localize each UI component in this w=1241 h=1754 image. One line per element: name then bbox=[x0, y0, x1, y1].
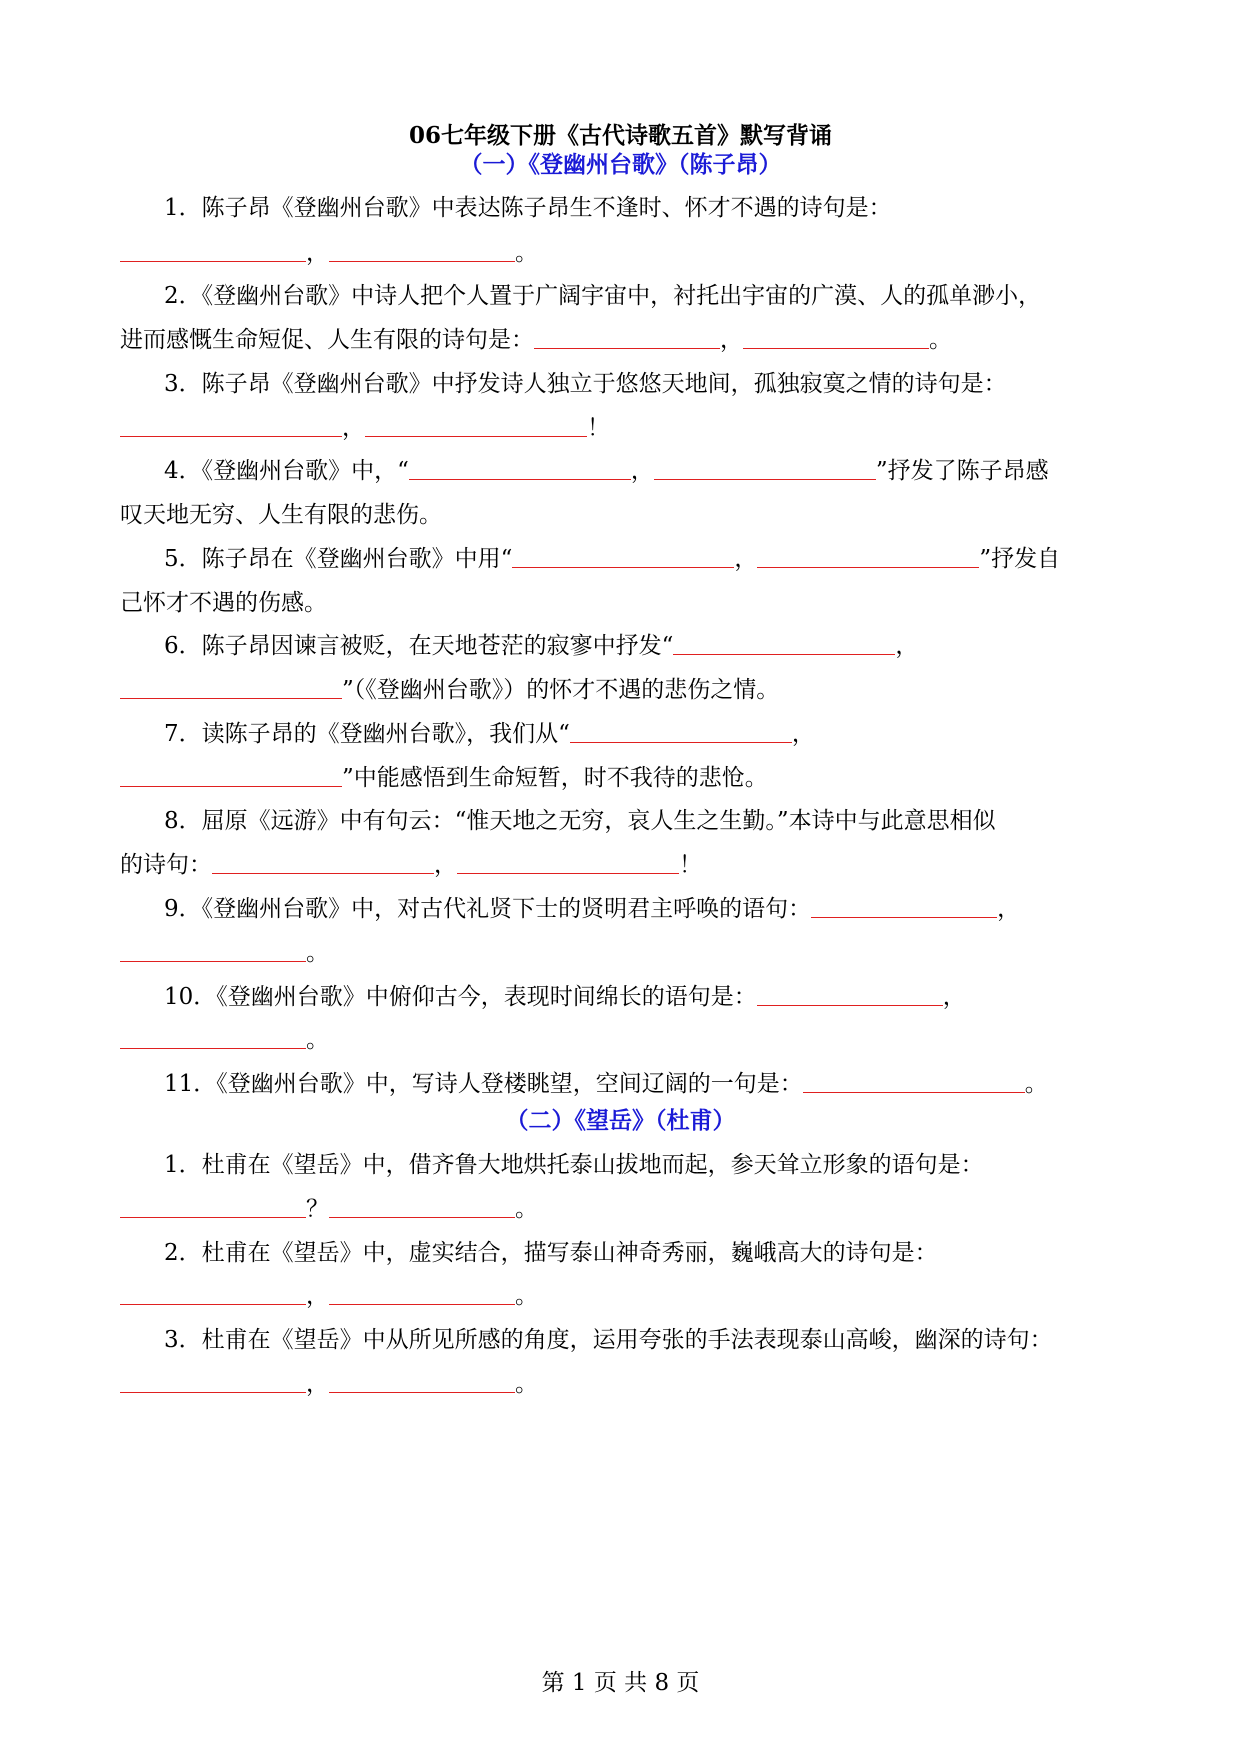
answer-blank[interactable] bbox=[120, 1284, 306, 1305]
answer-blank[interactable] bbox=[512, 547, 734, 568]
question-2-2: 2．杜甫在《望岳》中，虚实结合，描写泰山神奇秀丽，巍峨高大的诗句是： bbox=[164, 1240, 938, 1266]
question-1-8: 8．屈原《远游》中有句云：“惟天地之无穷，哀人生之生勤。”本诗中与此意思相似 bbox=[164, 808, 996, 834]
section-heading-1: （一）《登幽州台歌》（陈子昂） bbox=[459, 151, 782, 178]
answer-blank[interactable] bbox=[570, 722, 792, 743]
answer-blank[interactable] bbox=[120, 941, 306, 962]
answer-blank[interactable] bbox=[803, 1072, 1025, 1093]
answer-blank[interactable] bbox=[120, 416, 342, 437]
answer-blank[interactable] bbox=[654, 459, 876, 480]
question-1-8-cont: 的诗句： ， ！ bbox=[120, 852, 702, 878]
answer-blank[interactable] bbox=[757, 985, 943, 1006]
section-heading-2: （二）《望岳》（杜甫） bbox=[505, 1107, 736, 1134]
question-1-3: 3．陈子昂《登幽州台歌》中抒发诗人独立于悠悠天地间，孤独寂寞之情的诗句是： bbox=[164, 371, 1007, 397]
question-1-9: 9．《登幽州台歌》中，对古代礼贤下士的贤明君主呼唤的语句： ， bbox=[164, 896, 1021, 922]
question-1-6: 6．陈子昂因谏言被贬，在天地苍茫的寂寥中抒发“ ， bbox=[164, 633, 919, 659]
question-1-9-cont: 。 bbox=[120, 935, 1125, 971]
question-1-4-cont: 叹天地无穷、人生有限的悲伤。 bbox=[120, 502, 442, 528]
answer-blank[interactable] bbox=[811, 897, 997, 918]
question-1-2-cont: 进而感慨生命短促、人生有限的诗句是： ， 。 bbox=[120, 327, 952, 353]
question-2-3-answers: ， 。 bbox=[120, 1366, 1125, 1402]
question-1-10: 10．《登幽州台歌》中俯仰古今，表现时间绵长的语句是： ， bbox=[164, 984, 966, 1010]
answer-blank[interactable] bbox=[743, 328, 929, 349]
answer-blank[interactable] bbox=[329, 1284, 515, 1305]
answer-blank[interactable] bbox=[120, 1197, 306, 1218]
question-2-1: 1．杜甫在《望岳》中，借齐鲁大地烘托泰山拔地而起，参天耸立形象的语句是： bbox=[164, 1152, 984, 1178]
question-1-10-cont: 。 bbox=[120, 1022, 1125, 1058]
question-2-1-answers: ？ 。 bbox=[120, 1191, 1125, 1227]
question-2-3: 3．杜甫在《望岳》中从所见所感的角度，运用夸张的手法表现泰山高峻，幽深的诗句： bbox=[164, 1327, 1053, 1353]
question-1-1: 1．陈子昂《登幽州台歌》中表达陈子昂生不逢时、怀才不遇的诗句是： bbox=[164, 195, 892, 221]
question-1-3-answers: ， ！ bbox=[120, 410, 1125, 446]
answer-blank[interactable] bbox=[329, 1372, 515, 1393]
answer-blank[interactable] bbox=[365, 416, 587, 437]
question-1-5-cont: 己怀才不遇的伤感。 bbox=[120, 590, 327, 616]
answer-blank[interactable] bbox=[534, 328, 720, 349]
answer-blank[interactable] bbox=[120, 678, 342, 699]
page-footer: 第 1 页 共 8 页 bbox=[541, 1670, 700, 1696]
answer-blank[interactable] bbox=[120, 1028, 306, 1049]
answer-blank[interactable] bbox=[120, 1372, 306, 1393]
question-1-7: 7．读陈子昂的《登幽州台歌》，我们从“ ， bbox=[164, 721, 815, 747]
answer-blank[interactable] bbox=[120, 241, 306, 262]
question-1-4: 4．《登幽州台歌》中，“ ， ”抒发了陈子昂感 bbox=[164, 458, 1049, 484]
answer-blank[interactable] bbox=[673, 634, 895, 655]
answer-blank[interactable] bbox=[757, 547, 979, 568]
answer-blank[interactable] bbox=[329, 241, 515, 262]
answer-blank[interactable] bbox=[409, 459, 631, 480]
answer-blank[interactable] bbox=[212, 853, 434, 874]
answer-blank[interactable] bbox=[120, 766, 342, 787]
answer-blank[interactable] bbox=[329, 1197, 515, 1218]
question-1-5: 5．陈子昂在《登幽州台歌》中用“ ， ”抒发自 bbox=[164, 546, 1061, 572]
question-1-7-cont: ”中能感悟到生命短暂，时不我待的悲怆。 bbox=[120, 760, 1125, 796]
answer-blank[interactable] bbox=[457, 853, 679, 874]
question-1-1-answers: ， 。 bbox=[120, 235, 1125, 271]
question-1-2: 2．《登幽州台歌》中诗人把个人置于广阔宇宙中，衬托出宇宙的广漠、人的孤单渺小， bbox=[164, 283, 1042, 309]
question-1-11: 11．《登幽州台歌》中，写诗人登楼眺望，空间辽阔的一句是： 。 bbox=[164, 1071, 1048, 1097]
question-1-6-cont: ”（《登幽州台歌》）的怀才不遇的悲伤之情。 bbox=[120, 672, 1125, 708]
document-title: 06七年级下册《古代诗歌五首》默写背诵 bbox=[408, 122, 832, 149]
question-2-2-answers: ， 。 bbox=[120, 1278, 1125, 1314]
